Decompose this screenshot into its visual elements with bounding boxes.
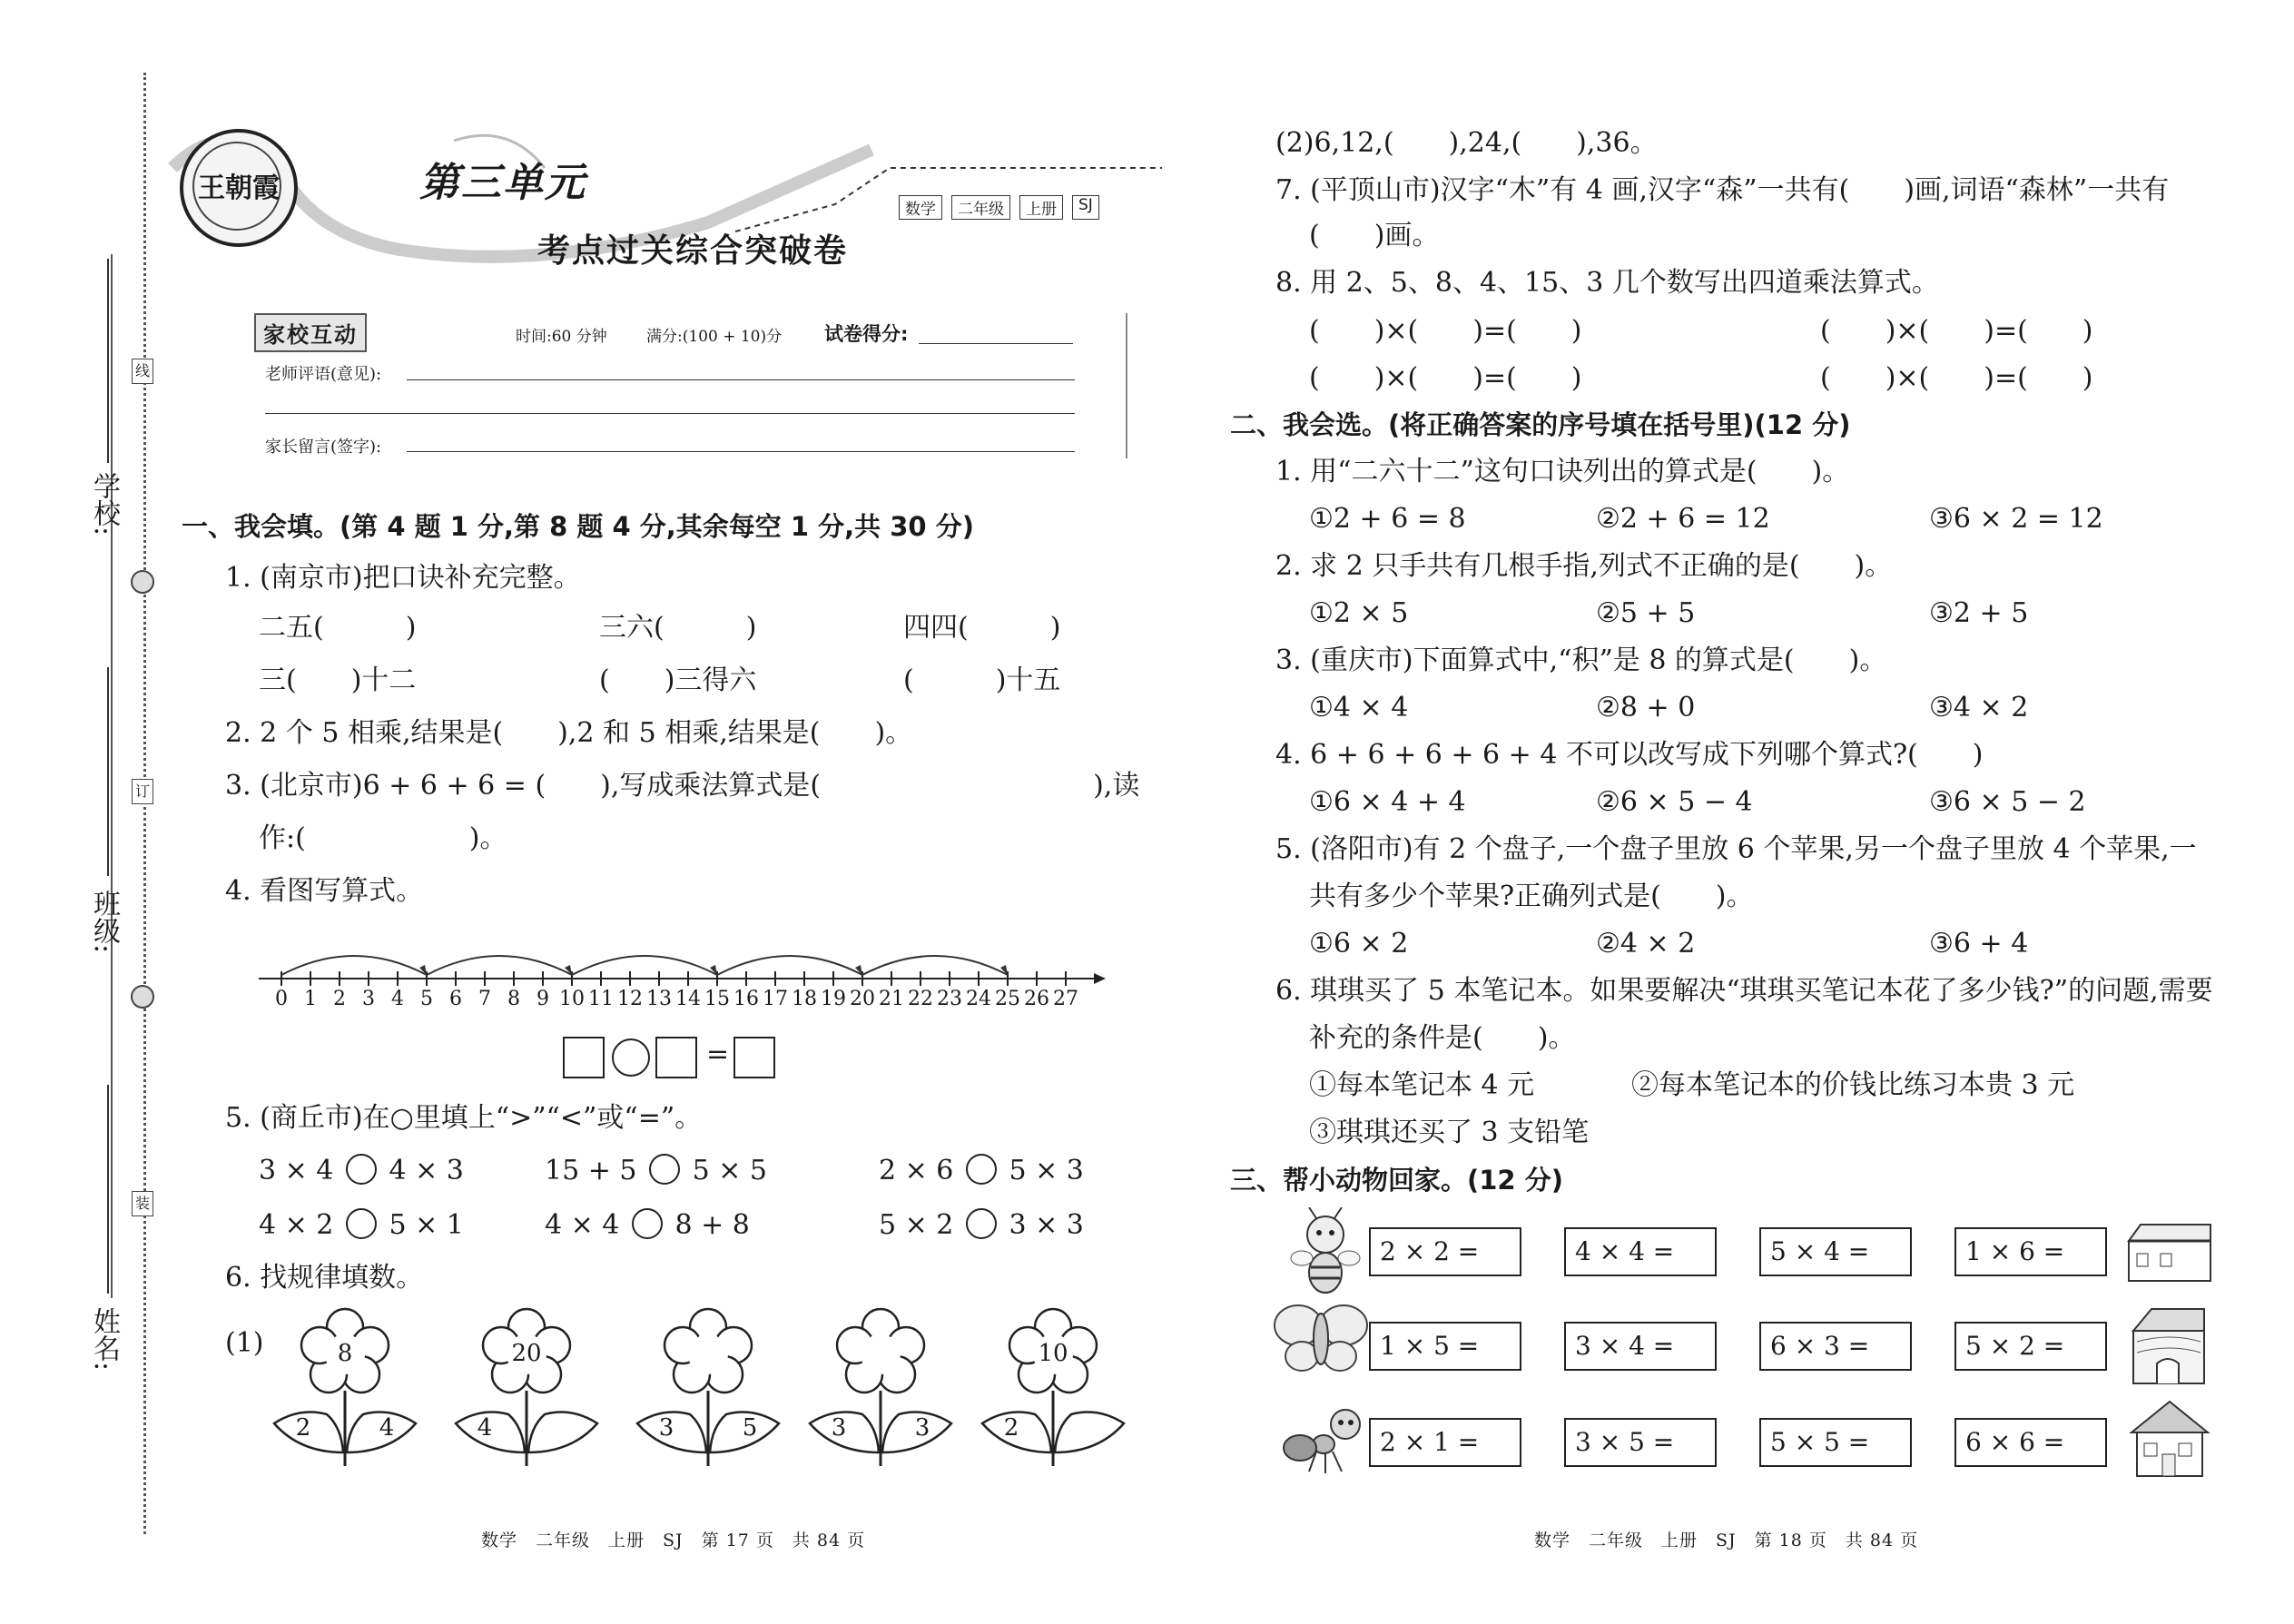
compare-circle[interactable] (966, 1154, 997, 1185)
number-line-label: 15 (704, 988, 730, 1010)
number-line-label: 20 (850, 988, 875, 1010)
animal-expression-box[interactable]: 2 × 2 = (1369, 1227, 1521, 1276)
number-line-jump-arc (717, 956, 862, 975)
score-line (919, 343, 1073, 344)
flower-icon (799, 1307, 962, 1471)
binding-name-line (107, 1085, 109, 1294)
compare-left: 3 × 4 (259, 1155, 334, 1186)
binding-hole-icon (131, 570, 154, 594)
binding-class-line (107, 667, 109, 876)
s2-q6-option[interactable]: ③琪琪还买了 3 支铅笔 (1309, 1117, 1590, 1148)
s2-q4-option[interactable]: ③6 × 5 − 2 (1929, 786, 2086, 818)
exam-subtitle: 考点过关综合突破卷 (537, 231, 849, 270)
number-line-label: 0 (275, 988, 288, 1010)
s2-q6: 6. 琪琪买了 5 本笔记本。如果要解决“琪琪买笔记本花了多少钱?”的问题,需要 (1275, 975, 2213, 1007)
flower-top-number: 10 (1038, 1340, 1068, 1367)
q8-equation[interactable]: ( )×( )=( ) (1309, 315, 1582, 347)
binding-small-box-1: 线 (132, 359, 153, 384)
s2-q2-option[interactable]: ①2 × 5 (1309, 597, 1409, 629)
compare-circle[interactable] (649, 1154, 680, 1185)
flower-right-number: 5 (742, 1414, 758, 1442)
animal-expression-box[interactable]: 4 × 4 = (1564, 1227, 1717, 1276)
compare-left: 4 × 4 (545, 1209, 620, 1241)
number-line-label: 16 (733, 988, 759, 1010)
parent-comment-line (407, 451, 1075, 452)
tag-subject: 数学 (899, 195, 942, 220)
number-line-label: 14 (675, 988, 701, 1010)
number-line-label: 9 (537, 988, 549, 1010)
subject-tag (899, 195, 1099, 220)
compare-circle[interactable] (966, 1208, 997, 1239)
q1-item: 四四( ) (903, 612, 1061, 644)
score-label: 试卷得分: (824, 323, 909, 345)
s2-q1-option[interactable]: ②2 + 6 = 12 (1596, 503, 1770, 535)
footer-page-right: 数学 二年级 上册 SJ 第 18 页 共 84 页 (1534, 1530, 1919, 1550)
unit-title: 第三单元 (419, 160, 586, 206)
number-line-label: 25 (995, 988, 1020, 1010)
equation-box-3[interactable] (733, 1037, 775, 1078)
section2-title: 二、我会选。(将正确答案的序号填在括号里)(12 分) (1230, 409, 1851, 440)
q7-text: 7. (平顶山市)汉字“木”有 4 画,汉字“森”一共有( )画,词语“森林”一共有 (1275, 174, 2170, 206)
number-line-label: 19 (821, 988, 846, 1010)
tag-volume: 上册 (1019, 195, 1063, 220)
q8-equation[interactable]: ( )×( )=( ) (1820, 315, 2093, 347)
compare-right: 5 × 1 (389, 1209, 464, 1241)
q1-item: 三六( ) (599, 612, 757, 644)
s2-q5-option[interactable]: ③6 + 4 (1929, 928, 2029, 960)
binding-small-box-2: 订 (132, 779, 153, 804)
compare-item (545, 1207, 750, 1244)
number-line-jump-arc (862, 956, 1008, 975)
binding-school-label: 学校: (88, 472, 120, 536)
number-line-label: 26 (1024, 988, 1049, 1010)
butterfly-icon (1271, 1298, 1371, 1380)
number-line-label: 13 (646, 988, 672, 1010)
tag-edition: SJ (1072, 195, 1099, 220)
q1-item: ( )十五 (903, 664, 1061, 696)
number-line-label: 1 (304, 988, 317, 1010)
compare-left: 2 × 6 (879, 1155, 954, 1186)
number-line-jump-arc (427, 956, 572, 975)
operator-circle[interactable] (612, 1038, 650, 1077)
flower-left-number: 2 (295, 1414, 311, 1442)
number-line-label: 21 (879, 988, 904, 1010)
animal-expression-box[interactable]: 3 × 5 = (1564, 1418, 1717, 1467)
s2-q3: 3. (重庆市)下面算式中,“积”是 8 的算式是( )。 (1275, 645, 1887, 676)
compare-item (259, 1153, 464, 1189)
s2-q2-option[interactable]: ③2 + 5 (1929, 597, 2029, 629)
s2-q3-option[interactable]: ②8 + 0 (1596, 692, 1696, 723)
tag-grade: 二年级 (951, 195, 1010, 220)
compare-right: 5 × 3 (1009, 1155, 1084, 1186)
animal-expression-box[interactable]: 5 × 5 = (1759, 1418, 1912, 1467)
number-line-label: 17 (763, 988, 788, 1010)
number-line-label: 23 (937, 988, 962, 1010)
number-line-label: 24 (966, 988, 991, 1010)
animal-expression-box[interactable]: 2 × 1 = (1369, 1418, 1521, 1467)
compare-left: 15 + 5 (545, 1155, 637, 1186)
number-line-jumps (281, 956, 1008, 975)
q3-text-cont: 作:( )。 (259, 822, 507, 854)
number-line-label: 2 (333, 988, 346, 1010)
number-line-label: 4 (391, 988, 404, 1010)
s2-q4: 4. 6 + 6 + 6 + 6 + 4 不可以改写成下列哪个算式?( ) (1275, 739, 1984, 771)
section3-title: 三、帮小动物回家。(12 分) (1230, 1165, 1563, 1196)
s2-q1-option[interactable]: ①2 + 6 = 8 (1309, 503, 1466, 535)
s2-q5-option[interactable]: ①6 × 2 (1309, 928, 1409, 960)
house-icon (2124, 1398, 2215, 1480)
compare-right: 8 + 8 (674, 1209, 750, 1241)
binding-school-line (107, 259, 109, 463)
s2-q5-option[interactable]: ②4 × 2 (1596, 928, 1696, 960)
s2-q4-option[interactable]: ②6 × 5 − 4 (1596, 786, 1753, 818)
compare-item (545, 1153, 767, 1189)
animal-expression-box[interactable]: 3 × 4 = (1564, 1322, 1717, 1371)
s2-q2: 2. 求 2 只手共有几根手指,列式不正确的是( )。 (1275, 550, 1893, 582)
exam-time: 时间:60 分钟 (516, 328, 607, 346)
compare-circle[interactable] (346, 1154, 377, 1185)
compare-circle[interactable] (346, 1208, 377, 1239)
animal-expression-box[interactable]: 1 × 5 = (1369, 1322, 1521, 1371)
s2-q2-option[interactable]: ②5 + 5 (1596, 597, 1696, 629)
flower-icon (971, 1307, 1135, 1471)
binding-solid-line (111, 254, 113, 1298)
equation-box-2[interactable] (655, 1037, 697, 1078)
equation-box-1[interactable] (563, 1037, 605, 1078)
number-line-label: 7 (478, 988, 491, 1010)
number-line-label: 11 (588, 988, 614, 1010)
s2-q6-option[interactable]: ②每本笔记本的价钱比练习本贵 3 元 (1631, 1069, 2075, 1101)
flower-icon (263, 1307, 427, 1471)
binding-hole-icon (131, 985, 154, 1009)
flower-icon (626, 1307, 790, 1471)
number-line-label: 22 (908, 988, 933, 1010)
q7-text-cont: ( )画。 (1309, 220, 1440, 251)
section1-title: 一、我会填。(第 4 题 1 分,第 8 题 4 分,其余每空 1 分,共 30 分) (182, 511, 974, 542)
family-school-badge: 家校互动 (254, 313, 367, 352)
s2-q6-cont: 补充的条件是( )。 (1309, 1022, 1576, 1054)
compare-right: 5 × 5 (692, 1155, 767, 1186)
animal-expression-box[interactable]: 6 × 3 = (1759, 1322, 1912, 1371)
s2-q5: 5. (洛阳市)有 2 个盘子,一个盘子里放 6 个苹果,另一个盘子里放 4 个苹果,一 (1275, 833, 2197, 865)
footer-page-left: 数学 二年级 上册 SJ 第 17 页 共 84 页 (481, 1530, 866, 1550)
parent-comment-label: 家长留言(签字): (265, 438, 382, 457)
exam-full-score: 满分:(100 + 10)分 (646, 328, 783, 346)
q1-item: 二五( ) (259, 612, 417, 644)
q8-equation[interactable]: ( )×( )=( ) (1820, 362, 2093, 394)
teacher-comment-label: 老师评语(意见): (265, 365, 382, 384)
q1-item: ( )三得六 (599, 664, 757, 696)
compare-left: 4 × 2 (259, 1209, 334, 1241)
flower-top-number: 8 (337, 1340, 353, 1367)
number-line-label: 12 (617, 988, 643, 1010)
ant-icon (1280, 1403, 1371, 1475)
number-line-label: 27 (1053, 988, 1078, 1010)
s2-q4-option[interactable]: ①6 × 4 + 4 (1309, 786, 1466, 818)
animal-expression-box[interactable]: 5 × 2 = (1954, 1322, 2107, 1371)
compare-item (879, 1153, 1084, 1189)
house-icon (2124, 1305, 2215, 1387)
q6-part2-text: (2)6,12,( ),24,( ),36。 (1275, 127, 1658, 159)
animal-expression-box[interactable]: 6 × 6 = (1954, 1418, 2107, 1467)
s2-q1-option[interactable]: ③6 × 2 = 12 (1929, 503, 2103, 535)
binding-name-label: 姓名: (88, 1307, 120, 1372)
house-icon (2124, 1221, 2215, 1284)
q6-text: 6. 找规律填数。 (225, 1262, 424, 1294)
logo-seal (180, 129, 298, 247)
number-line-label: 8 (507, 988, 520, 1010)
number-line-label: 3 (362, 988, 375, 1010)
q4-text: 4. 看图写算式。 (225, 875, 424, 907)
flower-right-number: 4 (379, 1414, 395, 1442)
flower-top-number: 20 (511, 1340, 542, 1367)
bee-icon (1289, 1207, 1362, 1298)
number-line-label: 10 (559, 988, 585, 1010)
q8-equation[interactable]: ( )×( )=( ) (1309, 362, 1582, 394)
flower-right-number: 3 (914, 1414, 930, 1442)
binding-class-label: 班级: (88, 890, 120, 954)
q2-text: 2. 2 个 5 相乘,结果是( ),2 和 5 相乘,结果是( )。 (225, 717, 913, 749)
s2-q3-option[interactable]: ③4 × 2 (1929, 692, 2029, 723)
s2-q6-option[interactable]: ①每本笔记本 4 元 (1309, 1069, 1535, 1101)
number-line-label: 6 (449, 988, 462, 1010)
compare-right: 3 × 3 (1009, 1209, 1084, 1241)
compare-right: 4 × 3 (389, 1155, 464, 1186)
s2-q5-cont: 共有多少个苹果?正确列式是( )。 (1309, 881, 1754, 912)
compare-item (259, 1207, 464, 1244)
teacher-comment-line (407, 379, 1075, 380)
q3-text: 3. (北京市)6 + 6 + 6 = ( ),写成乘法算式是( ),读 (225, 770, 1140, 802)
compare-item (879, 1207, 1084, 1244)
compare-left: 5 × 2 (879, 1209, 954, 1241)
q8-text: 8. 用 2、5、8、4、15、3 几个数写出四道乘法算式。 (1275, 267, 1939, 299)
compare-circle[interactable] (632, 1208, 663, 1239)
flower-left-number: 2 (1003, 1414, 1019, 1442)
equals-sign: = (706, 1038, 730, 1070)
logo-text: 王朝霞 (198, 172, 280, 204)
q1-text: 1. (南京市)把口诀补充完整。 (225, 562, 581, 594)
flower-icon (445, 1307, 608, 1471)
flower-left-number: 4 (477, 1414, 493, 1442)
s2-q3-option[interactable]: ①4 × 4 (1309, 692, 1409, 723)
number-line-label: 5 (420, 988, 433, 1010)
teacher-comment-line-2 (265, 413, 1075, 414)
q5-text: 5. (商丘市)在○里填上“>”“<”或“=”。 (225, 1102, 703, 1134)
q6-part-label: (1) (225, 1327, 264, 1359)
flower-left-number: 3 (831, 1414, 847, 1442)
q1-item: 三( )十二 (259, 664, 417, 696)
animal-expression-box[interactable]: 1 × 6 = (1954, 1227, 2107, 1276)
s2-q1: 1. 用“二六十二”这句口诀列出的算式是( )。 (1275, 456, 1850, 487)
number-line-jump-arc (281, 956, 427, 975)
binding-small-box-3: 装 (132, 1191, 153, 1216)
number-line-jump-arc (572, 956, 717, 975)
number-line-label: 18 (792, 988, 817, 1010)
flower-left-number: 3 (658, 1414, 674, 1442)
animal-expression-box[interactable]: 5 × 4 = (1759, 1227, 1912, 1276)
